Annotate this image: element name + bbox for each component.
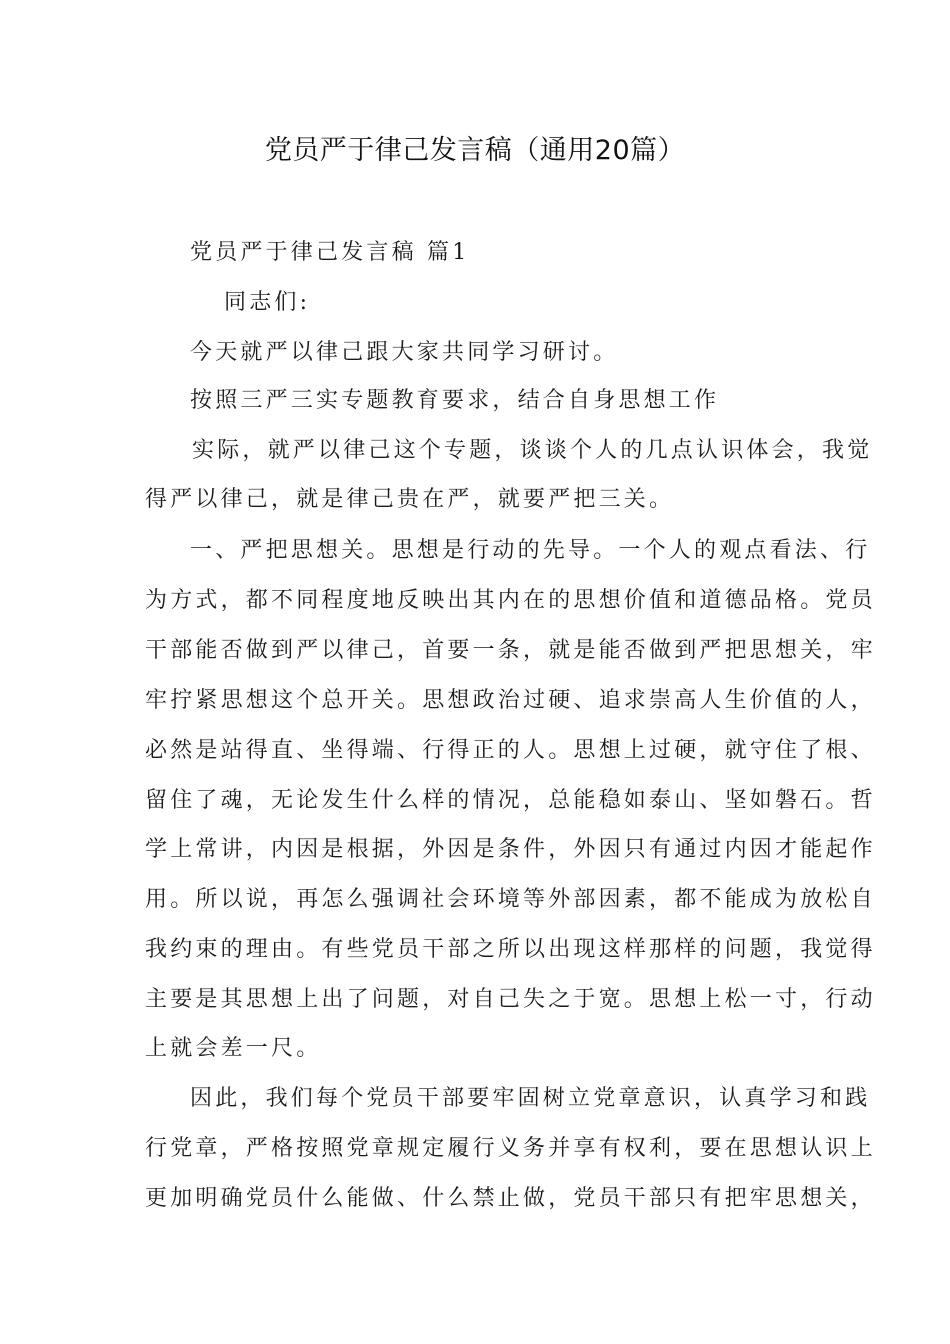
paragraph-line: 为方式，都不同程度地反映出其内在的思想价值和道德品格。党员 [145, 588, 876, 613]
paragraph-line: 今天就严以律己跟大家共同学习研讨。 [190, 340, 619, 365]
paragraph-line: 行党章，严格按照党章规定履行义务并享有权利，要在思想认识上 [145, 1136, 876, 1161]
paragraph-line: 留住了魂，无论发生什么样的情况，总能稳如泰山、坚如磐石。哲 [145, 788, 876, 813]
paragraph-line: 一、严把思想关。思想是行动的先导。一个人的观点看法、行 [190, 538, 871, 563]
paragraph-line: 学上常讲，内因是根据，外因是条件，外因只有通过内因才能起作 [145, 837, 876, 862]
paragraph-line: 上就会差一尺。 [145, 1036, 322, 1061]
paragraph-line: 必然是站得直、坐得端、行得正的人。思想上过硬，就守住了根、 [145, 738, 876, 763]
paragraph-line: 我约束的理由。有些党员干部之所以出现这样那样的问题，我觉得 [145, 937, 876, 962]
section-heading: 党员严于律己发言稿 篇1 [190, 240, 470, 265]
paragraph-line: 主要是其思想上出了问题，对自己失之于宽。思想上松一寸，行动 [145, 987, 876, 1012]
salutation: 同志们: [224, 290, 311, 315]
paragraph-line: 因此，我们每个党员干部要牢固树立党章意识，认真学习和践 [190, 1086, 871, 1111]
paragraph-line: 按照三严三实专题教育要求，结合自身思想工作 [190, 388, 720, 413]
document-title: 党员严于律己发言稿（通用20篇） [264, 135, 686, 166]
paragraph-line: 干部能否做到严以律己，首要一条，就是能否做到严把思想关，牢 [145, 638, 876, 663]
paragraph-line: 更加明确党员什么能做、什么禁止做，党员干部只有把牢思想关， [145, 1186, 876, 1211]
paragraph-line: 用。所以说，再怎么强调社会环境等外部因素，都不能成为放松自 [145, 887, 876, 912]
paragraph-line: 实际，就严以律己这个专题，谈谈个人的几点认识体会，我觉 [192, 438, 873, 463]
paragraph-line: 得严以律己，就是律己贵在严，就要严把三关。 [145, 487, 675, 512]
paragraph-line: 牢拧紧思想这个总开关。思想政治过硬、追求崇高人生价值的人， [145, 688, 876, 713]
